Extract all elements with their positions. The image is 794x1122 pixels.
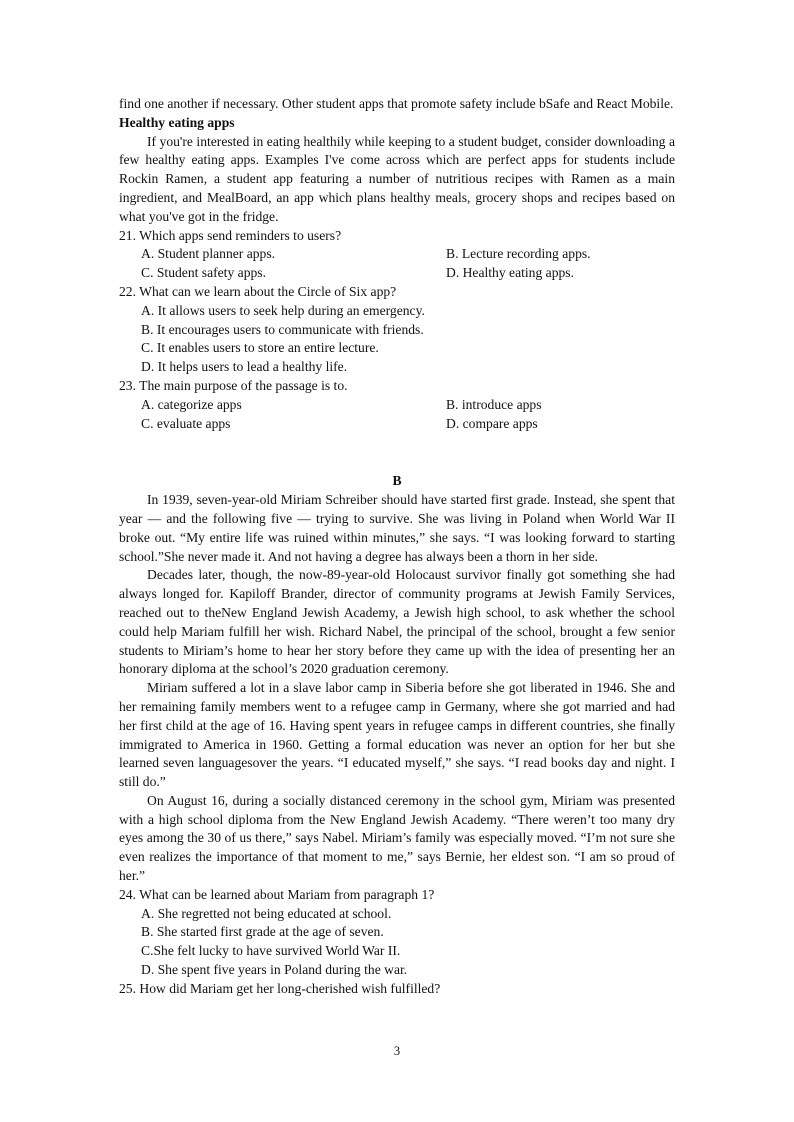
option-grid [119, 245, 675, 283]
option-c: C. Student safety apps. [141, 265, 266, 281]
passage-b-paragraph-4: On August 16, during a socially distanced ceremony in the school gym, Miriam was presented with a high school diploma from the New England Jewish Academy. “There weren’t too many dry eyes among the 30 of us there,” says Nabel. Miriam’s family was especially moved. “I’m not sure she even realizes the importance of that moment to me,” says Bernie, her eldest son. “I am so proud of her.” [119, 792, 675, 884]
option-d: D. She spent five years in Poland during the war. [141, 962, 408, 978]
option-grid [119, 396, 675, 434]
exam-page [119, 95, 675, 999]
option-b: B. introduce apps [446, 396, 542, 412]
page-number: 3 [393, 1044, 401, 1058]
option-b: B. It encourages users to communicate with friends. [141, 321, 424, 337]
healthy-eating-heading: Healthy eating apps [119, 114, 235, 130]
question-stem: 23. The main purpose of the passage is to. [119, 377, 348, 393]
option-b: B. She started first grade at the age of seven. [141, 924, 384, 940]
intro-continuation: find one another if necessary. Other student apps that promote safety include bSafe and React Mobile. [119, 96, 674, 111]
option-a: A. categorize apps [141, 396, 242, 412]
option-d: D. It helps users to lead a healthy life. [141, 359, 348, 375]
passage-b-paragraph-3: Miriam suffered a lot in a slave labor camp in Siberia before she got liberated in 1946. She and her remaining family members went to a refugee camp in Germany, where she got married and had her first child at the age of 16. Having spent years in refugee camps in different countries, she finally immigrated to America in 1960. Getting a formal education was never an option for her but she learned seven languagesover the years. “I educated myself,” she says. “I read books day and night. I still do.” [119, 680, 675, 790]
question-22 [119, 283, 675, 377]
option-b: B. Lecture recording apps. [446, 246, 591, 262]
question-21 [119, 227, 675, 283]
question-24 [119, 886, 675, 980]
option-c: C.She felt lucky to have survived World War II. [141, 943, 401, 959]
option-a: A. Student planner apps. [141, 246, 276, 262]
option-d: D. compare apps [446, 415, 538, 431]
option-a: A. She regretted not being educated at school. [141, 905, 392, 921]
healthy-eating-paragraph: If you're interested in eating healthily while keeping to a student budget, consider downloading a few healthy eating apps. Examples I've come across which are perfect apps for students include Rockin Ramen, a student app featuring a number of nutritious recipes with Ramen as a main ingredient, and MealBoard, an app which plans healthy meals, grocery shops and recipes based on what you've got in the fridge. [119, 133, 675, 224]
section-b-heading: B [392, 473, 402, 489]
passage-b-paragraph-1: In 1939, seven-year-old Miriam Schreiber should have started first grade. Instead, she spent that year — and the following five — trying to survive. She was living in Poland when World War II broke out. “My entire life was ruined within minutes,” she says. “I was looking forward to starting school.”She never made it. And not having a degree has always been a thorn in her side. [119, 492, 675, 564]
question-stem: 24. What can be learned about Mariam from paragraph 1? [119, 886, 435, 902]
option-c: C. It enables users to store an entire lecture. [141, 340, 379, 356]
question-stem: 21. Which apps send reminders to users? [119, 227, 342, 243]
question-23 [119, 377, 675, 433]
option-c: C. evaluate apps [141, 415, 231, 431]
passage-b-paragraph-2: Decades later, though, the now-89-year-old Holocaust survivor finally got something she had always longed for. Kapiloff Brander, director of community programs at Jewish Family Services, reached out to theNew England Jewish Academy, a Jewish high school, to ask whether the school could help Mariam fulfill her wish. Richard Nabel, the principal of the school, brought a few senior students to Miriam’s home to hear her story before they came up with the idea of presenting her an honorary diploma at the school’s 2020 graduation ceremony. [119, 567, 675, 677]
question-stem: 22. What can we learn about the Circle of Six app? [119, 283, 397, 299]
question-25 [119, 980, 675, 999]
option-a: A. It allows users to seek help during an emergency. [141, 302, 425, 318]
question-stem: 25. How did Mariam get her long-cherished wish fulfilled? [119, 980, 441, 996]
option-d: D. Healthy eating apps. [446, 265, 574, 281]
